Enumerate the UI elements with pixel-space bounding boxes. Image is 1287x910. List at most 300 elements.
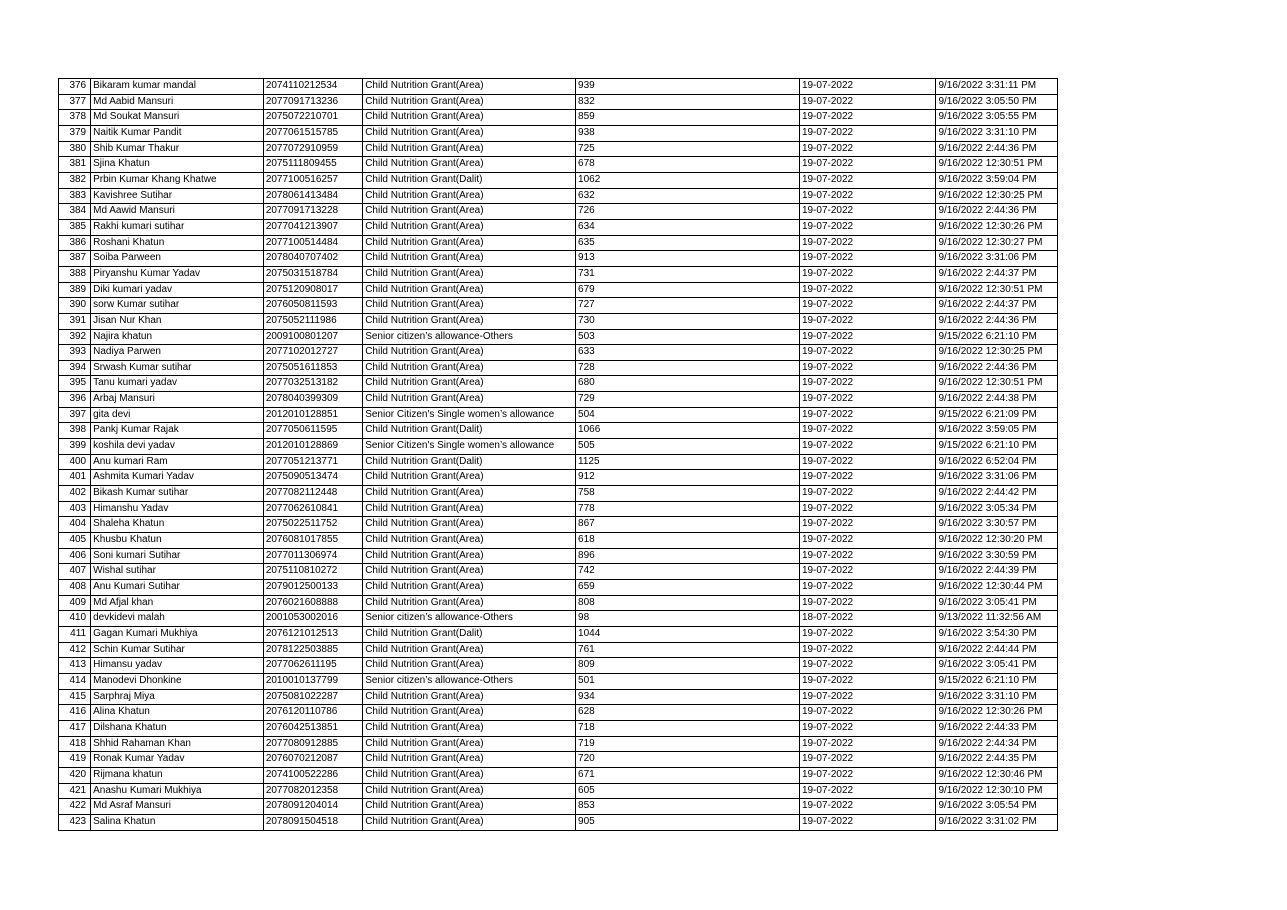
amount-cell: 728 — [576, 360, 800, 376]
beneficiary-id-cell: 2077032513182 — [263, 376, 362, 392]
payment-date-cell: 19-07-2022 — [799, 814, 936, 830]
payment-date-cell: 19-07-2022 — [799, 345, 936, 361]
beneficiary-name-cell: devkidevi malah — [91, 611, 264, 627]
row-number-cell: 422 — [59, 799, 91, 815]
allowance-type-cell: Senior citizen’s allowance-Others — [363, 329, 576, 345]
table-row — [59, 360, 1058, 376]
payment-date-cell: 19-07-2022 — [799, 533, 936, 549]
table-row — [59, 705, 1058, 721]
beneficiary-name-cell: Kavishree Sutihar — [91, 188, 264, 204]
table-row — [59, 767, 1058, 783]
beneficiary-id-cell: 2077082112448 — [263, 486, 362, 502]
amount-cell: 938 — [576, 125, 800, 141]
beneficiary-id-cell: 2077102012727 — [263, 345, 362, 361]
beneficiary-name-cell: Khusbu Khatun — [91, 533, 264, 549]
table-row — [59, 313, 1058, 329]
table-row — [59, 689, 1058, 705]
amount-cell: 727 — [576, 298, 800, 314]
table-row — [59, 298, 1058, 314]
table-row — [59, 626, 1058, 642]
entry-timestamp-cell: 9/16/2022 3:59:05 PM — [936, 423, 1058, 439]
payment-date-cell: 19-07-2022 — [799, 564, 936, 580]
table-row — [59, 266, 1058, 282]
table-row — [59, 501, 1058, 517]
entry-timestamp-cell: 9/16/2022 2:44:39 PM — [936, 564, 1058, 580]
beneficiary-id-cell: 2001053002016 — [263, 611, 362, 627]
payment-date-cell: 19-07-2022 — [799, 501, 936, 517]
payment-date-cell: 19-07-2022 — [799, 548, 936, 564]
allowance-type-cell: Child Nutrition Grant(Area) — [363, 251, 576, 267]
amount-cell: 832 — [576, 94, 800, 110]
payment-date-cell: 19-07-2022 — [799, 376, 936, 392]
row-number-cell: 378 — [59, 110, 91, 126]
table-row — [59, 548, 1058, 564]
allowance-type-cell: Child Nutrition Grant(Area) — [363, 298, 576, 314]
beneficiary-name-cell: Shhid Rahaman Khan — [91, 736, 264, 752]
beneficiary-name-cell: Rijmana khatun — [91, 767, 264, 783]
table-row — [59, 172, 1058, 188]
row-number-cell: 418 — [59, 736, 91, 752]
row-number-cell: 382 — [59, 172, 91, 188]
row-number-cell: 416 — [59, 705, 91, 721]
beneficiary-id-cell: 2077082012358 — [263, 783, 362, 799]
table-row — [59, 814, 1058, 830]
entry-timestamp-cell: 9/16/2022 6:52:04 PM — [936, 454, 1058, 470]
payment-date-cell: 19-07-2022 — [799, 658, 936, 674]
entry-timestamp-cell: 9/16/2022 2:44:36 PM — [936, 360, 1058, 376]
amount-cell: 730 — [576, 313, 800, 329]
allowance-type-cell: Child Nutrition Grant(Area) — [363, 564, 576, 580]
row-number-cell: 419 — [59, 752, 91, 768]
row-number-cell: 413 — [59, 658, 91, 674]
beneficiary-name-cell: Salina Khatun — [91, 814, 264, 830]
amount-cell: 778 — [576, 501, 800, 517]
table-row — [59, 658, 1058, 674]
row-number-cell: 408 — [59, 580, 91, 596]
amount-cell: 905 — [576, 814, 800, 830]
payment-date-cell: 19-07-2022 — [799, 689, 936, 705]
payment-date-cell: 19-07-2022 — [799, 141, 936, 157]
beneficiary-name-cell: Himansu yadav — [91, 658, 264, 674]
row-number-cell: 403 — [59, 501, 91, 517]
allowance-type-cell: Child Nutrition Grant(Area) — [363, 642, 576, 658]
entry-timestamp-cell: 9/16/2022 3:05:41 PM — [936, 658, 1058, 674]
row-number-cell: 381 — [59, 157, 91, 173]
allowance-type-cell: Child Nutrition Grant(Area) — [363, 94, 576, 110]
amount-cell: 912 — [576, 470, 800, 486]
payment-date-cell: 19-07-2022 — [799, 595, 936, 611]
table-row — [59, 799, 1058, 815]
amount-cell: 725 — [576, 141, 800, 157]
beneficiary-id-cell: 2074100522286 — [263, 767, 362, 783]
beneficiary-id-cell: 2077050611595 — [263, 423, 362, 439]
beneficiary-id-cell: 2077091713228 — [263, 204, 362, 220]
amount-cell: 729 — [576, 392, 800, 408]
row-number-cell: 387 — [59, 251, 91, 267]
table-row — [59, 517, 1058, 533]
amount-cell: 719 — [576, 736, 800, 752]
allowance-type-cell: Child Nutrition Grant(Area) — [363, 157, 576, 173]
entry-timestamp-cell: 9/15/2022 6:21:10 PM — [936, 329, 1058, 345]
beneficiary-id-cell: 2010010137799 — [263, 673, 362, 689]
beneficiary-id-cell: 2075022511752 — [263, 517, 362, 533]
beneficiary-id-cell: 2077062610841 — [263, 501, 362, 517]
allowance-type-cell: Child Nutrition Grant(Area) — [363, 705, 576, 721]
row-number-cell: 391 — [59, 313, 91, 329]
amount-cell: 634 — [576, 219, 800, 235]
table-row — [59, 329, 1058, 345]
beneficiary-name-cell: Najira khatun — [91, 329, 264, 345]
beneficiary-name-cell: Himanshu Yadav — [91, 501, 264, 517]
amount-cell: 1062 — [576, 172, 800, 188]
allowance-type-cell: Child Nutrition Grant(Area) — [363, 814, 576, 830]
beneficiary-id-cell: 2076042513851 — [263, 720, 362, 736]
row-number-cell: 415 — [59, 689, 91, 705]
beneficiary-name-cell: Piryanshu Kumar Yadav — [91, 266, 264, 282]
entry-timestamp-cell: 9/16/2022 12:30:51 PM — [936, 376, 1058, 392]
beneficiary-id-cell: 2077100516257 — [263, 172, 362, 188]
row-number-cell: 394 — [59, 360, 91, 376]
table-row — [59, 251, 1058, 267]
table-row — [59, 470, 1058, 486]
beneficiary-name-cell: sorw Kumar sutihar — [91, 298, 264, 314]
beneficiary-id-cell: 2075120908017 — [263, 282, 362, 298]
row-number-cell: 404 — [59, 517, 91, 533]
beneficiary-name-cell: Shib Kumar Thakur — [91, 141, 264, 157]
entry-timestamp-cell: 9/16/2022 3:31:10 PM — [936, 689, 1058, 705]
entry-timestamp-cell: 9/16/2022 12:30:51 PM — [936, 157, 1058, 173]
allowance-type-cell: Senior Citizen's Single women’s allowance — [363, 407, 576, 423]
entry-timestamp-cell: 9/16/2022 2:44:36 PM — [936, 141, 1058, 157]
beneficiary-id-cell: 2009100801207 — [263, 329, 362, 345]
table-row — [59, 564, 1058, 580]
beneficiary-name-cell: Md Soukat Mansuri — [91, 110, 264, 126]
beneficiary-name-cell: Schin Kumar Sutihar — [91, 642, 264, 658]
allowance-type-cell: Child Nutrition Grant(Area) — [363, 689, 576, 705]
allowance-type-cell: Child Nutrition Grant(Area) — [363, 470, 576, 486]
payment-date-cell: 19-07-2022 — [799, 580, 936, 596]
beneficiary-id-cell: 2077011306974 — [263, 548, 362, 564]
entry-timestamp-cell: 9/16/2022 12:30:25 PM — [936, 188, 1058, 204]
table-row — [59, 720, 1058, 736]
beneficiary-id-cell: 2076070212087 — [263, 752, 362, 768]
amount-cell: 718 — [576, 720, 800, 736]
row-number-cell: 409 — [59, 595, 91, 611]
entry-timestamp-cell: 9/16/2022 12:30:44 PM — [936, 580, 1058, 596]
beneficiary-name-cell: Naitik Kumar Pandit — [91, 125, 264, 141]
beneficiary-name-cell: Pankj Kumar Rajak — [91, 423, 264, 439]
row-number-cell: 380 — [59, 141, 91, 157]
row-number-cell: 384 — [59, 204, 91, 220]
allowance-type-cell: Child Nutrition Grant(Area) — [363, 313, 576, 329]
payment-date-cell: 19-07-2022 — [799, 125, 936, 141]
allowance-type-cell: Child Nutrition Grant(Dalit) — [363, 454, 576, 470]
entry-timestamp-cell: 9/16/2022 2:44:36 PM — [936, 313, 1058, 329]
entry-timestamp-cell: 9/16/2022 12:30:26 PM — [936, 705, 1058, 721]
payment-date-cell: 19-07-2022 — [799, 188, 936, 204]
table-row — [59, 219, 1058, 235]
row-number-cell: 399 — [59, 439, 91, 455]
beneficiary-id-cell: 2075051611853 — [263, 360, 362, 376]
amount-cell: 618 — [576, 533, 800, 549]
entry-timestamp-cell: 9/16/2022 12:30:26 PM — [936, 219, 1058, 235]
beneficiary-name-cell: Bikaram kumar mandal — [91, 79, 264, 95]
payment-date-cell: 19-07-2022 — [799, 94, 936, 110]
payment-date-cell: 19-07-2022 — [799, 752, 936, 768]
table-row — [59, 486, 1058, 502]
entry-timestamp-cell: 9/16/2022 3:05:41 PM — [936, 595, 1058, 611]
allowance-type-cell: Child Nutrition Grant(Area) — [363, 392, 576, 408]
allowance-type-cell: Child Nutrition Grant(Area) — [363, 79, 576, 95]
beneficiary-id-cell: 2077041213907 — [263, 219, 362, 235]
entry-timestamp-cell: 9/16/2022 2:44:38 PM — [936, 392, 1058, 408]
beneficiary-id-cell: 2078091504518 — [263, 814, 362, 830]
entry-timestamp-cell: 9/15/2022 6:21:10 PM — [936, 673, 1058, 689]
amount-cell: 742 — [576, 564, 800, 580]
beneficiary-id-cell: 2076121012513 — [263, 626, 362, 642]
row-number-cell: 421 — [59, 783, 91, 799]
amount-cell: 679 — [576, 282, 800, 298]
entry-timestamp-cell: 9/16/2022 2:44:34 PM — [936, 736, 1058, 752]
amount-cell: 867 — [576, 517, 800, 533]
amount-cell: 505 — [576, 439, 800, 455]
table-row — [59, 376, 1058, 392]
beneficiary-name-cell: Roshani Khatun — [91, 235, 264, 251]
payment-date-cell: 19-07-2022 — [799, 486, 936, 502]
table-row — [59, 533, 1058, 549]
table-row — [59, 407, 1058, 423]
amount-cell: 504 — [576, 407, 800, 423]
row-number-cell: 410 — [59, 611, 91, 627]
allowance-type-cell: Child Nutrition Grant(Area) — [363, 282, 576, 298]
entry-timestamp-cell: 9/16/2022 12:30:51 PM — [936, 282, 1058, 298]
payment-date-cell: 19-07-2022 — [799, 313, 936, 329]
amount-cell: 628 — [576, 705, 800, 721]
row-number-cell: 420 — [59, 767, 91, 783]
beneficiary-id-cell: 2077100514484 — [263, 235, 362, 251]
table-row — [59, 423, 1058, 439]
entry-timestamp-cell: 9/16/2022 3:54:30 PM — [936, 626, 1058, 642]
beneficiary-id-cell: 2077080912885 — [263, 736, 362, 752]
payment-date-cell: 19-07-2022 — [799, 439, 936, 455]
payment-date-cell: 19-07-2022 — [799, 157, 936, 173]
payment-date-cell: 19-07-2022 — [799, 783, 936, 799]
beneficiary-name-cell: Gagan Kumari Mukhiya — [91, 626, 264, 642]
payment-date-cell: 19-07-2022 — [799, 517, 936, 533]
entry-timestamp-cell: 9/15/2022 6:21:10 PM — [936, 439, 1058, 455]
amount-cell: 98 — [576, 611, 800, 627]
allowance-type-cell: Child Nutrition Grant(Dalit) — [363, 626, 576, 642]
entry-timestamp-cell: 9/16/2022 3:31:10 PM — [936, 125, 1058, 141]
entry-timestamp-cell: 9/16/2022 3:30:59 PM — [936, 548, 1058, 564]
entry-timestamp-cell: 9/16/2022 3:05:34 PM — [936, 501, 1058, 517]
payment-date-cell: 19-07-2022 — [799, 407, 936, 423]
beneficiary-name-cell: Anu kumari Ram — [91, 454, 264, 470]
table-row — [59, 439, 1058, 455]
entry-timestamp-cell: 9/16/2022 2:44:33 PM — [936, 720, 1058, 736]
table-row — [59, 611, 1058, 627]
row-number-cell: 414 — [59, 673, 91, 689]
amount-cell: 633 — [576, 345, 800, 361]
row-number-cell: 385 — [59, 219, 91, 235]
amount-cell: 731 — [576, 266, 800, 282]
row-number-cell: 390 — [59, 298, 91, 314]
entry-timestamp-cell: 9/16/2022 3:31:06 PM — [936, 251, 1058, 267]
beneficiary-name-cell: Wishal sutihar — [91, 564, 264, 580]
entry-timestamp-cell: 9/16/2022 12:30:20 PM — [936, 533, 1058, 549]
payment-date-cell: 19-07-2022 — [799, 235, 936, 251]
beneficiary-id-cell: 2076050811593 — [263, 298, 362, 314]
beneficiary-name-cell: Md Asraf Mansuri — [91, 799, 264, 815]
table-row — [59, 110, 1058, 126]
row-number-cell: 406 — [59, 548, 91, 564]
table-row — [59, 235, 1058, 251]
row-number-cell: 402 — [59, 486, 91, 502]
payment-date-cell: 19-07-2022 — [799, 360, 936, 376]
payment-date-cell: 18-07-2022 — [799, 611, 936, 627]
row-number-cell: 376 — [59, 79, 91, 95]
beneficiary-id-cell: 2077061515785 — [263, 125, 362, 141]
row-number-cell: 411 — [59, 626, 91, 642]
row-number-cell: 405 — [59, 533, 91, 549]
payment-date-cell: 19-07-2022 — [799, 454, 936, 470]
row-number-cell: 401 — [59, 470, 91, 486]
allowance-type-cell: Senior citizen’s allowance-Others — [363, 673, 576, 689]
amount-cell: 853 — [576, 799, 800, 815]
allowance-type-cell: Child Nutrition Grant(Area) — [363, 125, 576, 141]
amount-cell: 859 — [576, 110, 800, 126]
payment-date-cell: 19-07-2022 — [799, 423, 936, 439]
beneficiary-id-cell: 2077051213771 — [263, 454, 362, 470]
table-row — [59, 282, 1058, 298]
table-row — [59, 580, 1058, 596]
allowance-type-cell: Child Nutrition Grant(Area) — [363, 188, 576, 204]
payment-date-cell: 19-07-2022 — [799, 110, 936, 126]
entry-timestamp-cell: 9/16/2022 3:05:54 PM — [936, 799, 1058, 815]
beneficiary-id-cell: 2076021608888 — [263, 595, 362, 611]
table-row — [59, 642, 1058, 658]
table-row — [59, 595, 1058, 611]
entry-timestamp-cell: 9/16/2022 12:30:27 PM — [936, 235, 1058, 251]
row-number-cell: 388 — [59, 266, 91, 282]
allowance-type-cell: Child Nutrition Grant(Dalit) — [363, 423, 576, 439]
row-number-cell: 412 — [59, 642, 91, 658]
beneficiary-id-cell: 2075081022287 — [263, 689, 362, 705]
beneficiary-id-cell: 2075031518784 — [263, 266, 362, 282]
allowance-type-cell: Child Nutrition Grant(Area) — [363, 548, 576, 564]
allowance-type-cell: Child Nutrition Grant(Area) — [363, 235, 576, 251]
beneficiary-name-cell: Bikash Kumar sutihar — [91, 486, 264, 502]
beneficiary-name-cell: Soni kumari Sutihar — [91, 548, 264, 564]
payment-date-cell: 19-07-2022 — [799, 298, 936, 314]
allowance-type-cell: Child Nutrition Grant(Area) — [363, 767, 576, 783]
entry-timestamp-cell: 9/16/2022 2:44:42 PM — [936, 486, 1058, 502]
beneficiary-name-cell: Sjina Khatun — [91, 157, 264, 173]
beneficiary-id-cell: 2078040399309 — [263, 392, 362, 408]
table-row — [59, 141, 1058, 157]
beneficiary-id-cell: 2078091204014 — [263, 799, 362, 815]
row-number-cell: 398 — [59, 423, 91, 439]
beneficiary-name-cell: koshila devi yadav — [91, 439, 264, 455]
table-row — [59, 736, 1058, 752]
row-number-cell: 395 — [59, 376, 91, 392]
beneficiary-name-cell: Arbaj Mansuri — [91, 392, 264, 408]
row-number-cell: 383 — [59, 188, 91, 204]
payment-date-cell: 19-07-2022 — [799, 79, 936, 95]
allowance-type-cell: Senior citizen’s allowance-Others — [363, 611, 576, 627]
beneficiary-id-cell: 2074110212534 — [263, 79, 362, 95]
entry-timestamp-cell: 9/16/2022 12:30:25 PM — [936, 345, 1058, 361]
row-number-cell: 397 — [59, 407, 91, 423]
allowance-type-cell: Child Nutrition Grant(Area) — [363, 783, 576, 799]
amount-cell: 503 — [576, 329, 800, 345]
beneficiary-name-cell: Manodevi Dhonkine — [91, 673, 264, 689]
amount-cell: 720 — [576, 752, 800, 768]
beneficiary-name-cell: Diki kumari yadav — [91, 282, 264, 298]
amount-cell: 501 — [576, 673, 800, 689]
payment-date-cell: 19-07-2022 — [799, 626, 936, 642]
amount-cell: 1044 — [576, 626, 800, 642]
beneficiary-name-cell: Shaleha Khatun — [91, 517, 264, 533]
allowance-type-cell: Child Nutrition Grant(Area) — [363, 204, 576, 220]
allowance-type-cell: Child Nutrition Grant(Area) — [363, 360, 576, 376]
row-number-cell: 400 — [59, 454, 91, 470]
table-body — [59, 79, 1058, 831]
entry-timestamp-cell: 9/16/2022 2:44:36 PM — [936, 204, 1058, 220]
row-number-cell: 379 — [59, 125, 91, 141]
table-row — [59, 188, 1058, 204]
beneficiary-id-cell: 2077062611195 — [263, 658, 362, 674]
beneficiary-id-cell: 2012010128869 — [263, 439, 362, 455]
beneficiary-id-cell: 2075110810272 — [263, 564, 362, 580]
table-row — [59, 125, 1058, 141]
allowance-type-cell: Child Nutrition Grant(Area) — [363, 110, 576, 126]
allowance-type-cell: Child Nutrition Grant(Area) — [363, 266, 576, 282]
beneficiary-name-cell: Md Aabid Mansuri — [91, 94, 264, 110]
beneficiary-id-cell: 2078122503885 — [263, 642, 362, 658]
payment-date-cell: 19-07-2022 — [799, 219, 936, 235]
amount-cell: 1066 — [576, 423, 800, 439]
allowance-type-cell: Child Nutrition Grant(Area) — [363, 517, 576, 533]
beneficiary-name-cell: Prbin Kumar Khang Khatwe — [91, 172, 264, 188]
amount-cell: 632 — [576, 188, 800, 204]
row-number-cell: 392 — [59, 329, 91, 345]
payment-date-cell: 19-07-2022 — [799, 266, 936, 282]
payment-date-cell: 19-07-2022 — [799, 329, 936, 345]
beneficiary-name-cell: Ashmita Kumari Yadav — [91, 470, 264, 486]
amount-cell: 896 — [576, 548, 800, 564]
allowance-type-cell: Child Nutrition Grant(Area) — [363, 799, 576, 815]
row-number-cell: 417 — [59, 720, 91, 736]
row-number-cell: 389 — [59, 282, 91, 298]
entry-timestamp-cell: 9/16/2022 12:30:10 PM — [936, 783, 1058, 799]
beneficiary-id-cell: 2077091713236 — [263, 94, 362, 110]
beneficiary-id-cell: 2075111809455 — [263, 157, 362, 173]
row-number-cell: 423 — [59, 814, 91, 830]
allowance-type-cell: Child Nutrition Grant(Area) — [363, 658, 576, 674]
entry-timestamp-cell: 9/15/2022 6:21:09 PM — [936, 407, 1058, 423]
beneficiary-id-cell: 2075052111986 — [263, 313, 362, 329]
allowance-type-cell: Child Nutrition Grant(Area) — [363, 141, 576, 157]
table-row — [59, 783, 1058, 799]
amount-cell: 809 — [576, 658, 800, 674]
table-row — [59, 454, 1058, 470]
amount-cell: 1125 — [576, 454, 800, 470]
entry-timestamp-cell: 9/16/2022 3:59:04 PM — [936, 172, 1058, 188]
table-row — [59, 204, 1058, 220]
amount-cell: 939 — [576, 79, 800, 95]
amount-cell: 678 — [576, 157, 800, 173]
